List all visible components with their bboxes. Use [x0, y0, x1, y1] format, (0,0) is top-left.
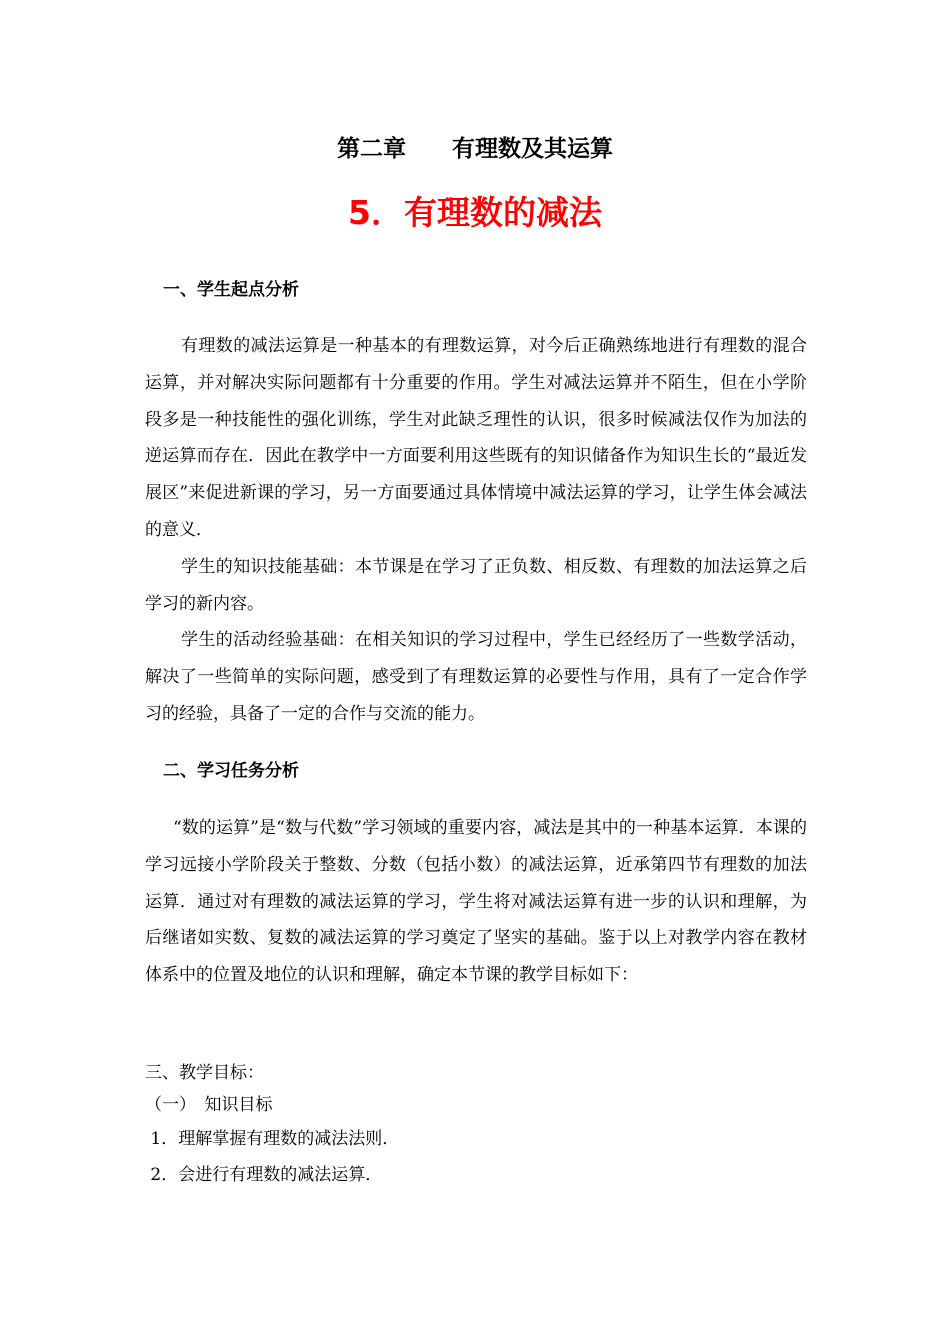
- list-item-goal-1: 1．理解掌握有理数的减法法则．: [145, 1129, 400, 1149]
- section-heading-teaching-goals: 三、教学目标：: [145, 1063, 264, 1083]
- paragraph-task-analysis: “数的运算”是“数与代数”学习领域的重要内容，减法是其中的一种基本运算．本课的学习远接小学阶段关于整数、分数（包括小数）的减法运算，近承第四节有理数的加法运算．通过对有理数的减法运算的学习，学生将对减法运算有进一步的认识和理解，为后继诸如实数、复数的减法运算的学习奠定了坚实的基础。鉴于以上对教学内容在教材体系中的位置及地位的认识和理解，确定本节课的教学目标如下：: [145, 818, 807, 986]
- lesson-title: 5．有理数的减法: [348, 193, 602, 232]
- list-item-goal-2: 2．会进行有理数的减法运算．: [145, 1165, 383, 1185]
- paragraph-student-analysis-1: 有理数的减法运算是一种基本的有理数运算，对今后正确熟练地进行有理数的混合运算，并对解决实际问题都有十分重要的作用。学生对减法运算并不陌生，但在小学阶段多是一种技能性的强化训练，学生对此缺乏理性的认识，很多时候减法仅作为加法的逆运算而存在．因此在教学中一方面要利用这些既有的知识储备作为知识生长的“最近发展区”来促进新课的学习，另一方面要通过具体情境中减法运算的学习，让学生体会减法的意义．: [145, 336, 807, 540]
- chapter-title: 第二章 有理数及其运算: [337, 136, 613, 162]
- subheading-knowledge-goals: （一） 知识目标: [145, 1095, 273, 1115]
- section-heading-task-analysis: 二、学习任务分析: [163, 761, 299, 781]
- paragraph-student-analysis-2: 学生的知识技能基础：本节课是在学习了正负数、相反数、有理数的加法运算之后学习的新内容。: [145, 557, 807, 614]
- paragraph-student-analysis-3: 学生的活动经验基础：在相关知识的学习过程中，学生已经经历了一些数学活动，解决了一些简单的实际问题，感受到了有理数运算的必要性与作用，具有了一定合作学习的经验，具备了一定的合作与交流的能力。: [145, 630, 807, 724]
- section-heading-student-analysis: 一、学生起点分析: [163, 280, 299, 300]
